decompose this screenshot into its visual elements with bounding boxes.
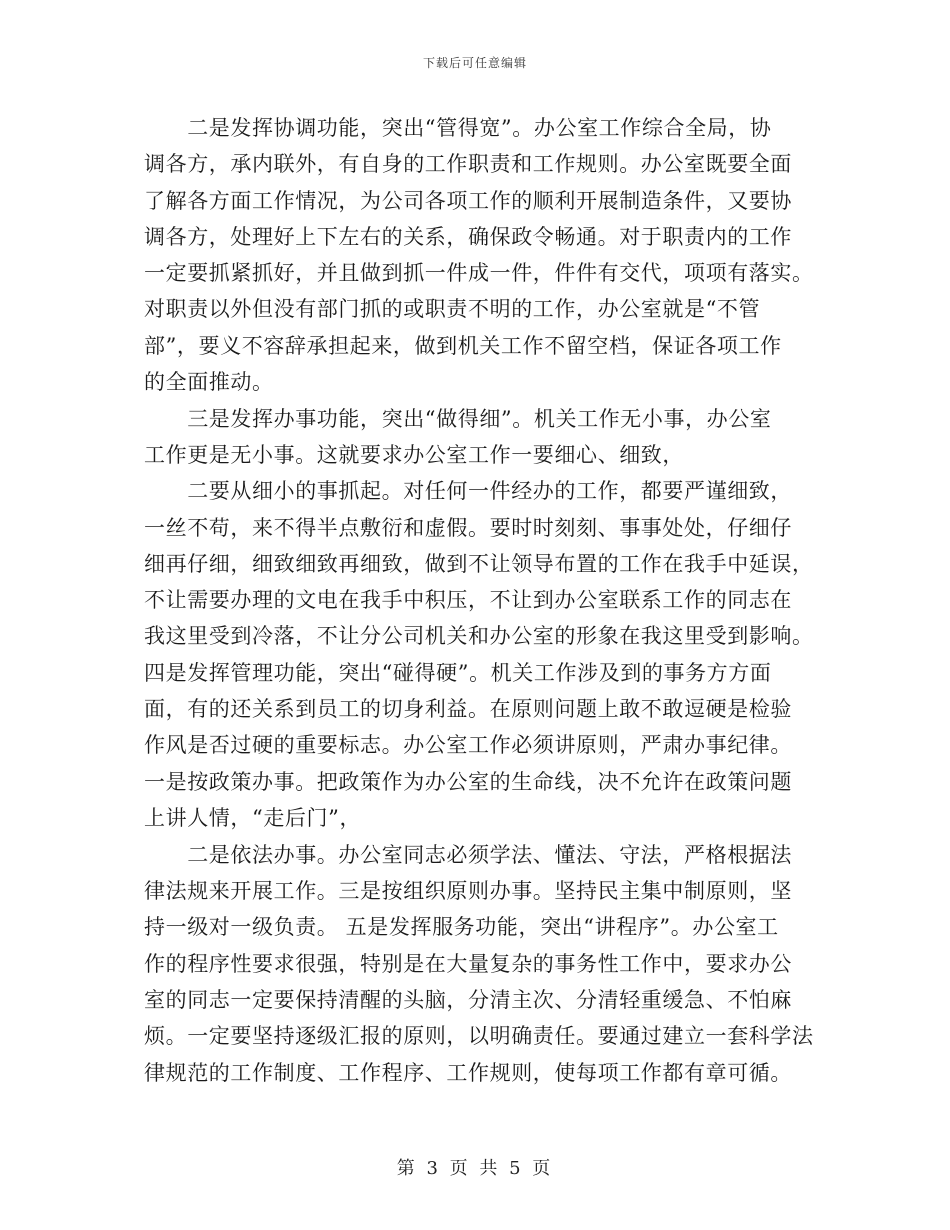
body-line: 我这里受到冷落，不让分公司机关和办公室的形象在我这里受到影响。	[144, 624, 814, 648]
page-number-footer: 第 3 页 共 5 页	[396, 1158, 554, 1179]
body-line: 工作更是无小事。这就要求办公室工作一要细心、细致，	[144, 443, 684, 467]
body-line: 四是发挥管理功能，突出“碰得硬”。机关工作涉及到的事务方方面	[144, 661, 772, 685]
body-line: 作风是否过硬的重要标志。办公室工作必须讲原则，严肃办事纪律。	[144, 733, 792, 757]
body-line: 律法规来开展工作。三是按组织原则办事。坚持民主集中制原则，坚	[144, 879, 792, 903]
body-line: 部”，要义不容辞承担起来，做到机关工作不留空档，保证各项工作	[144, 334, 782, 358]
body-line: 二是发挥协调功能，突出“管得宽”。办公室工作综合全局，协	[144, 116, 772, 140]
body-line: 持一级对一级负责。 五是发挥服务功能，突出“讲程序”。办公室工	[144, 915, 779, 939]
body-line: 上讲人情，“走后门”，	[144, 806, 362, 830]
body-line: 三是发挥办事功能，突出“做得细”。机关工作无小事，办公室	[144, 407, 772, 431]
body-line: 调各方，处理好上下左右的关系，确保政令畅通。对于职责内的工作	[144, 225, 792, 249]
page-header-note: 下载后可任意编辑	[422, 56, 527, 70]
body-line: 烦。一定要坚持逐级汇报的原则，以明确责任。要通过建立一套科学法	[144, 1024, 814, 1048]
body-line: 二是依法办事。办公室同志必须学法、懂法、守法，严格根据法	[144, 843, 792, 867]
body-line: 对职责以外但没有部门抓的或职责不明的工作，办公室就是“不管	[144, 297, 761, 321]
body-line: 一定要抓紧抓好，并且做到抓一件成一件，件件有交代，项项有落实。	[144, 261, 814, 285]
body-line: 律规范的工作制度、工作程序、工作规则，使每项工作都有章可循。	[144, 1061, 792, 1085]
body-line: 一是按政策办事。把政策作为办公室的生命线，决不允许在政策问题	[144, 770, 792, 794]
body-line: 一丝不苟，来不得半点敷衍和虚假。要时时刻刻、事事处处，仔细仔	[144, 516, 792, 540]
body-line: 的全面推动。	[144, 370, 274, 394]
body-line: 室的同志一定要保持清醒的头脑，分清主次、分清轻重缓急、不怕麻	[144, 988, 792, 1012]
body-line: 二要从细小的事抓起。对任何一件经办的工作，都要严谨细致，	[144, 479, 792, 503]
body-line: 面，有的还关系到员工的切身利益。在原则问题上敢不敢逗硬是检验	[144, 697, 792, 721]
body-line: 作的程序性要求很强，特别是在大量复杂的事务性工作中，要求办公	[144, 952, 792, 976]
body-line: 了解各方面工作情况，为公司各项工作的顺利开展制造条件，又要协	[144, 189, 792, 213]
body-line: 不让需要办理的文电在我手中积压，不让到办公室联系工作的同志在	[144, 588, 792, 612]
body-line: 细再仔细，细致细致再细致，做到不让领导布置的工作在我手中延误，	[144, 552, 814, 576]
body-line: 调各方，承内联外，有自身的工作职责和工作规则。办公室既要全面	[144, 152, 792, 176]
